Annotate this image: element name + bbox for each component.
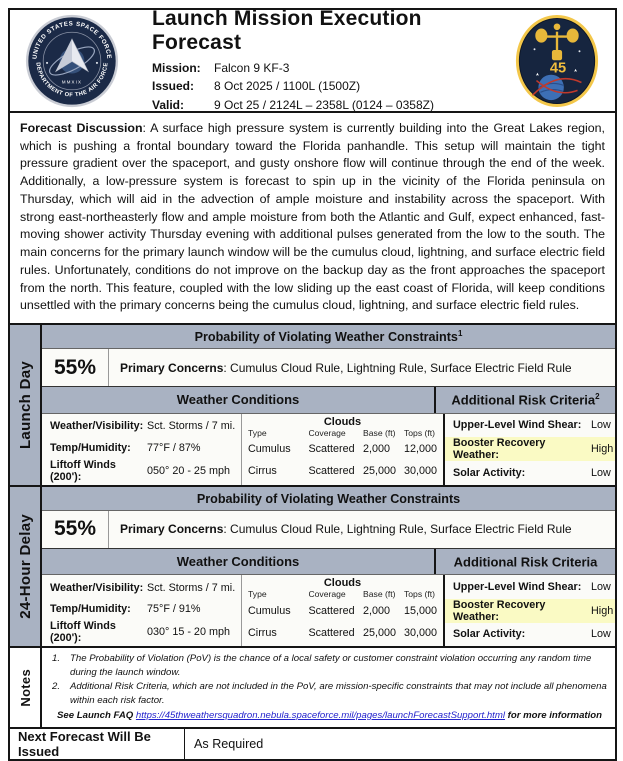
pov-row [42, 349, 615, 387]
condition-row [50, 599, 241, 621]
weather-conditions-header: Weather Conditions [42, 549, 436, 574]
risk-row [445, 414, 615, 438]
primary-concerns-text: : Cumulus Cloud Rule, Lightning Rule, Surface Electric Field Rule [223, 522, 572, 537]
weather-conditions-header: Weather Conditions [42, 387, 436, 412]
mission-value: Falcon 9 KF-3 [214, 60, 290, 75]
notes-row-label [10, 648, 42, 727]
condition-label: Weather/Visibility: [50, 420, 144, 433]
clouds-col-type: Type [248, 427, 267, 438]
clouds-column-headers [242, 589, 443, 599]
weather-body-row [42, 575, 615, 646]
clouds-column-headers [242, 428, 443, 438]
condition-value: 77°F / 87% [147, 441, 201, 454]
clouds-col-coverage: Coverage [308, 427, 346, 438]
delay-24h-content [42, 487, 615, 647]
clouds-table [241, 575, 445, 646]
clouds-col-type: Type [248, 589, 267, 600]
clouds-col-coverage: Coverage [308, 589, 346, 600]
delay-24h-row-label [10, 487, 42, 647]
condition-label: Weather/Visibility: [50, 581, 144, 594]
risk-label: Upper-Level Wind Shear: [453, 580, 582, 593]
forecast-document [8, 8, 617, 761]
condition-value: 75°F / 91% [147, 603, 201, 616]
primary-concerns [109, 349, 615, 386]
faq-prefix: See Launch FAQ [57, 709, 134, 721]
note-item: 1. The Probability of Violation (PoV) is the chance of a local safety or customer constraint violation occurring any random time during the launch window. [52, 653, 592, 679]
condition-value: 030° 15 - 20 mph [147, 626, 230, 639]
risk-value: High [591, 443, 614, 456]
subsection-headers [42, 549, 615, 575]
risk-row [445, 461, 615, 485]
issued-value: 8 Oct 2025 / 1100L (1500Z) [214, 79, 361, 94]
launch-day-section [10, 323, 615, 485]
risk-header-footnote-ref: 2 [595, 392, 600, 402]
pov-value: 55% [42, 511, 109, 548]
condition-label: Temp/Humidity: [50, 441, 131, 454]
pov-header [42, 487, 615, 511]
header-title-block [130, 7, 503, 115]
condition-value: Sct. Storms / 7 mi. [147, 420, 236, 433]
issued-row [152, 77, 503, 96]
risk-label: Booster Recovery Weather: [453, 598, 546, 623]
condition-label: Liftoff Winds (200'): [50, 458, 116, 483]
risk-label: Solar Activity: [453, 628, 526, 641]
emblem-number-text: 45 [549, 60, 567, 77]
clouds-row: Cumulus Scattered 2,000 12,000 [248, 443, 437, 456]
clouds-title: Clouds [323, 415, 362, 428]
pov-header-footnote-ref: 1 [457, 329, 463, 339]
condition-row [50, 416, 241, 438]
condition-label: Temp/Humidity: [50, 603, 131, 616]
faq-suffix: for more information [507, 709, 602, 721]
notes-label-text: Notes [17, 668, 33, 707]
subsection-headers [42, 387, 615, 413]
risk-criteria-list [445, 414, 615, 485]
clouds-row: Cirrus Scattered 25,000 30,000 [248, 465, 437, 478]
condition-value: Sct. Storms / 7 mi. [147, 581, 236, 594]
primary-concerns-text: : Cumulus Cloud Rule, Lightning Rule, Surface Electric Field Rule [223, 360, 572, 375]
forecast-discussion-label: Forecast Discussion [20, 121, 143, 135]
next-forecast-row [10, 727, 615, 759]
clouds-col-base: Base (ft) [363, 589, 396, 600]
pov-value: 55% [42, 349, 109, 386]
risk-value: Low [591, 580, 611, 593]
next-forecast-value: As Required [194, 736, 264, 751]
forecast-discussion-text: : A surface high pressure system is currently building into the Great Lakes region, which is pushing a frontal boundary toward the Florida panhandle. This setup will maintain the tight pressure gradient over the spaceport, and gusty onshore flow will continue through the end of the week. Additionally, a low-pressure system is forecast to spin up in the vicinity of the Florida peninsula on Thursday, which will aid in the advection of ample moisture and instability across the spaceport. With strong east-northeasterly flow and ample moisture from both the Atlantic and Gulf, expect enhanced, fast-moving shower activity Thursday evening with additional pulses generated from the low to the south. The main concerns for the primary launch window will be the cumulus cloud, lightning, and surface electric field rules. Unfortunately, conditions do not improve on the backup day as the front approaches the spaceport from the north. This feature, coupled with the low sliding up the east coast of Florida, will keep conditions unsettled with the primary concerns being the cumulus cloud, lightning, and surface electric field rules. [20, 121, 605, 313]
risk-value: Low [591, 419, 611, 432]
forecast-discussion [10, 111, 615, 323]
primary-concerns-label: Primary Concerns [120, 522, 224, 537]
clouds-table-head [242, 577, 443, 599]
launch-day-row-label [10, 325, 42, 485]
launch-faq-link[interactable]: https://45thweathersquadron.nebula.spaceforce.mil/pages/launchForecastSupport.html [135, 709, 505, 721]
pov-header-text: Probability of Violating Weather Constraints [196, 491, 461, 506]
risk-row [445, 623, 615, 647]
45ws-emblem-icon [513, 12, 601, 110]
pov-header-text: Probability of Violating Weather Constraints [194, 330, 458, 345]
valid-value: 9 Oct 25 / 2124L – 2358L (0124 – 0358Z) [214, 97, 434, 112]
issued-label: Issued: [152, 79, 195, 94]
condition-value: 050° 20 - 25 mph [147, 464, 230, 477]
page-title: Launch Mission Execution Forecast [152, 6, 422, 54]
notes-body [42, 648, 615, 727]
next-forecast-label: Next Forecast Will Be Issued [10, 729, 185, 759]
risk-criteria-list [445, 575, 615, 646]
risk-value: Low [591, 628, 611, 641]
condition-row [50, 459, 241, 483]
risk-value: Low [591, 466, 611, 479]
condition-row [50, 577, 241, 599]
mission-label: Mission: [152, 60, 201, 75]
additional-risk-header: Additional Risk Criteria$^2$ [451, 392, 600, 408]
ussf-seal-icon [24, 13, 120, 109]
seal-ring-text-bottom: DEPARTMENT OF THE AIR FORCE [34, 61, 110, 99]
conditions-list [42, 575, 241, 646]
risk-row-highlighted [445, 599, 615, 623]
valid-row [152, 96, 503, 115]
clouds-title: Clouds [323, 577, 362, 590]
condition-row [50, 437, 241, 459]
pov-row [42, 511, 615, 549]
risk-label: Upper-Level Wind Shear: [453, 419, 582, 432]
faq-line [52, 709, 607, 723]
notes-section [10, 646, 615, 727]
risk-value: High [591, 604, 614, 617]
clouds-row: Cumulus Scattered 2,000 15,000 [248, 604, 437, 617]
mission-row [152, 59, 503, 78]
launch-day-content [42, 325, 615, 485]
delay-24h-label-text: 24-Hour Delay [16, 513, 34, 619]
risk-label: Booster Recovery Weather: [453, 437, 546, 462]
condition-row [50, 620, 241, 644]
condition-label: Liftoff Winds (200'): [50, 620, 116, 645]
valid-label: Valid: [152, 97, 185, 112]
document-header [10, 6, 615, 112]
seal-ring-text-top: UNITED STATES SPACE FORCE [31, 19, 113, 59]
clouds-row: Cirrus Scattered 25,000 30,000 [248, 626, 437, 639]
note-item: 2. Additional Risk Criteria, which are not included in the PoV, are mission-specific constraints that may not include all phenomena within each risk factor. [52, 680, 607, 706]
risk-row [445, 575, 615, 599]
clouds-table-head [242, 416, 443, 438]
delay-24h-section [10, 485, 615, 647]
launch-day-label-text: Launch Day [16, 360, 34, 449]
conditions-list [42, 414, 241, 485]
weather-body-row [42, 414, 615, 485]
risk-label: Solar Activity: [453, 466, 526, 479]
additional-risk-header: Additional Risk Criteria [453, 554, 598, 570]
seal-year-text: MMXIX [61, 79, 83, 85]
primary-concerns-label: Primary Concerns [120, 360, 224, 375]
risk-row-highlighted [445, 437, 615, 461]
clouds-table [241, 414, 445, 485]
clouds-col-base: Base (ft) [363, 427, 396, 438]
pov-header [42, 325, 615, 349]
primary-concerns [109, 511, 615, 548]
clouds-col-tops: Tops (ft) [403, 589, 436, 600]
clouds-col-tops: Tops (ft) [403, 427, 436, 438]
